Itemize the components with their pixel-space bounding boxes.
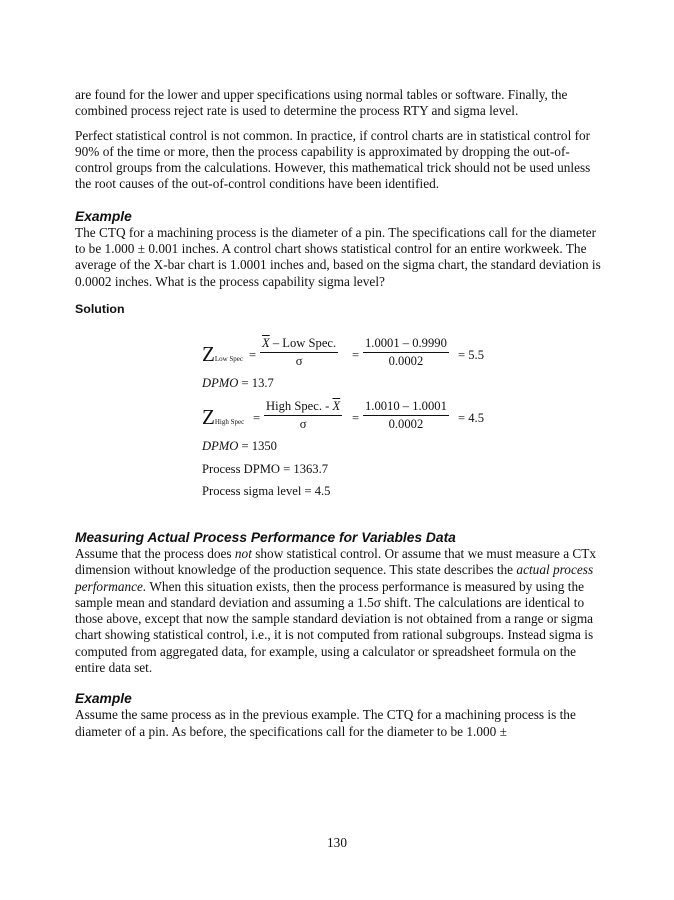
paragraph-statistical-control: Perfect statistical control is not common. In practice, if control charts are in statistical control for 90% of the time or more, then the process capability is approximated by dropping the out-of-control groups from the calculations. However, this mathematical trick should not be used unless the root causes of the out-of-control conditions have been identified.: [75, 127, 591, 192]
heading-measuring-actual: Measuring Actual Process Performance for Variables Data: [75, 529, 456, 545]
z-high-result: = 4.5: [458, 410, 484, 425]
page-body: [75, 87, 605, 740]
heading-solution: Solution: [75, 301, 125, 316]
fraction-low-numeric: $\frac{1.0001 - 0.9990}{0.0002}$: [365, 335, 447, 368]
equals-sign: =: [249, 347, 257, 362]
process-dpmo: Process DPMO = 1363.7: [202, 461, 329, 476]
x-bar: $\overline{X}$: [262, 335, 270, 350]
fraction-high-numeric: $\frac{1.0010 - 1.0001}{0.0002}$: [365, 398, 447, 431]
paragraph-example-2: Assume the same process as in the previous example. The CTQ for a machining process is the diameter of a pin. As before, the specifications call for the diameter to be 1.000 ±: [75, 707, 576, 739]
process-sigma-level: Process sigma level = 4.5: [202, 483, 331, 498]
equals-sign: =: [253, 410, 261, 425]
z-high-spec: ZHigh Spec: [202, 404, 245, 429]
sigma-symbol: σ: [295, 353, 303, 368]
equals-sign: =: [352, 410, 360, 425]
paragraph-reject-rate: are found for the lower and upper specifications using normal tables or software. Finally, the combined process reject rate is used to determine the process RTY and sigma level.: [75, 87, 568, 119]
z-low-result: = 5.5: [458, 347, 484, 362]
solution-equations: [75, 317, 605, 529]
dpmo-low: DPMO = 13.7: [202, 375, 274, 390]
z-low-spec: ZLow Spec: [202, 341, 244, 366]
heading-example-1: Example: [75, 208, 132, 224]
paragraph-example-1: The CTQ for a machining process is the diameter of a pin. The specifications call for the diameter to be 1.000 ± 0.001 inches. A control chart shows statistical control for an entire workweek. The average of the X-bar chart is 1.0001 inches and, based on the sigma chart, the standard deviation is 0.0002 inches. What is the process capability sigma level?: [75, 224, 601, 289]
paragraph-actual-performance: Assume that the process does not show statistical control. Or assume that we must measure a CTx dimension without knowledge of the production sequence. This state describes the actual process performance. When this situation exists, then the process performance is measured by using the sample mean and standard deviation and assuming a 1.5σ shift. The calculations are identical to those above, except that now the sample standard deviation is not obtained from a range or sigma chart showing statistical control, i.e., it is not computed from rational subgroups. Instead sigma is computed from aggregated data, for example, using a calculator or spreadsheet formula on the entire data set.: [75, 545, 597, 676]
equals-sign: =: [352, 347, 360, 362]
dpmo-high: DPMO = 1350: [202, 438, 277, 453]
x-bar: $\overline{X}$: [332, 398, 341, 413]
sigma-symbol: σ: [299, 416, 307, 431]
heading-example-2: Example: [75, 691, 132, 707]
page-number: 130: [327, 835, 347, 850]
fraction-low-symbolic: $\overline{X}$ – Low Spec. σ: [262, 335, 337, 368]
fraction-high-symbolic: High Spec. - $\overline{X}$ σ: [266, 398, 341, 431]
